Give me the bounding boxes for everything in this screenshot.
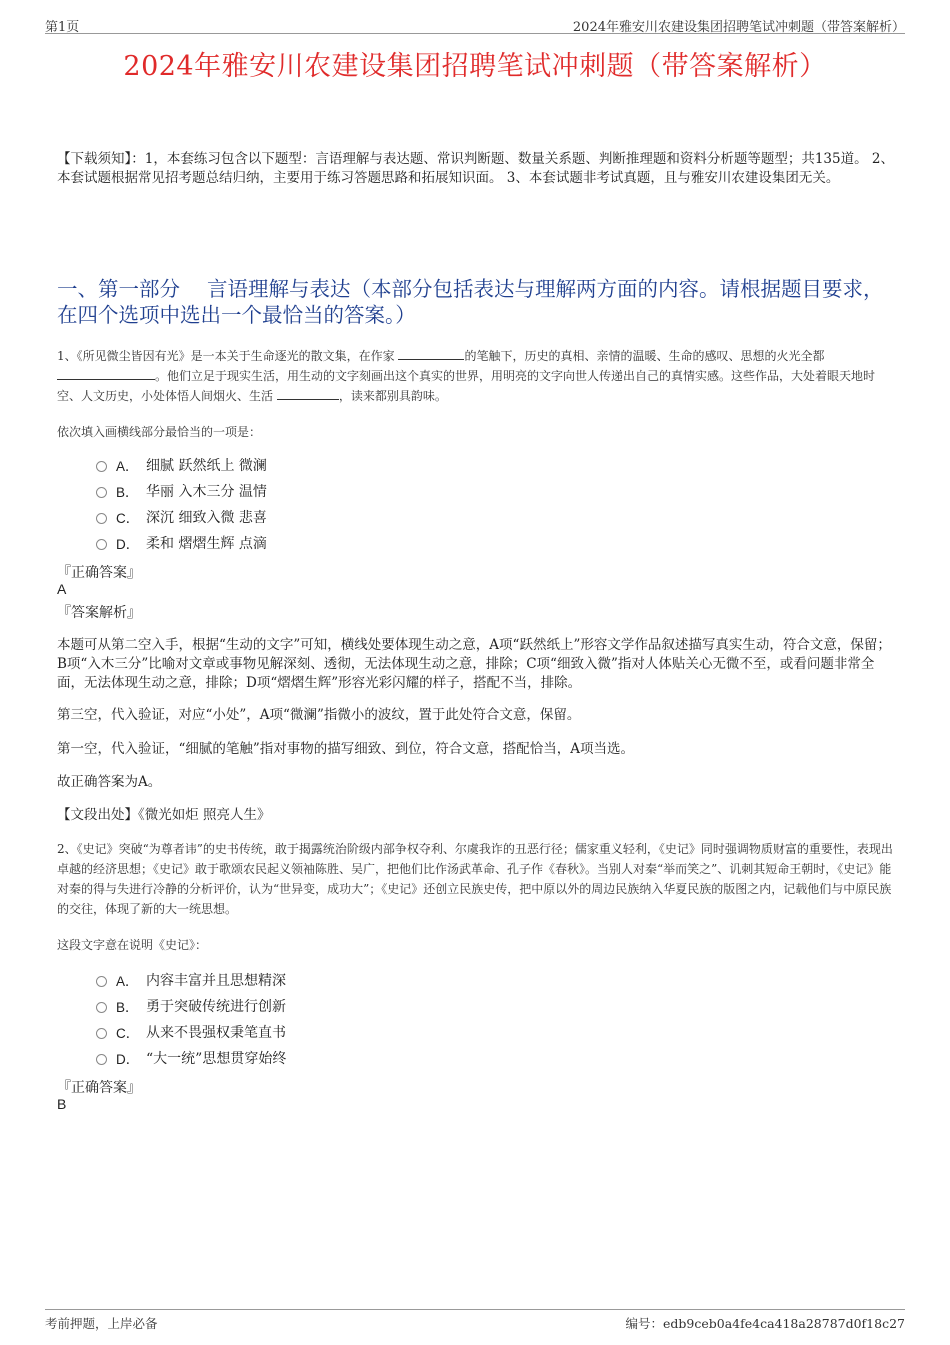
question-2-prompt: 这段文字意在说明《史记》： bbox=[57, 938, 208, 952]
question-2-text: 2、《史记》突破“为尊者讳”的史书传统，敢于揭露统治阶级内部争权夺利、尔虞我诈的丑恶行径；儒家重义轻利，《史记》同时强调物质财富的重要性，表现出卓越的经济思想；《史记》敢于歌颂农民起义领袖陈胜、吴广，把他们比作汤武革命、孔子作《春秋》。当别人对秦“举而笑之”、讥刺其短命王朝时，《史记》能对秦的得与失进行冷静的分析评价，认为“世异变，成功大”；《史记》还创立民族史传，把中原以外的周边民族纳入华夏民族的版图之内，记载他们与中原民族的交往，体现了新的大一统思想。 bbox=[57, 842, 893, 916]
radio-icon[interactable] bbox=[96, 1002, 107, 1013]
option-d[interactable]: D． 柔和 熠熠生辉 点滴 bbox=[96, 530, 267, 556]
option-d[interactable]: D． “大一统”思想贯穿始终 bbox=[96, 1045, 286, 1071]
answer-value: A bbox=[57, 581, 67, 597]
answer-label: 『正确答案』 bbox=[57, 1080, 141, 1096]
option-c[interactable]: C． 从来不畏强权秉笔直书 bbox=[96, 1019, 286, 1045]
option-b[interactable]: B． 勇于突破传统进行创新 bbox=[96, 993, 286, 1019]
analysis-paragraph: 第三空，代入验证，对应“小处”，A项“微澜”指微小的波纹，置于此处符合文意，保留。 bbox=[57, 707, 581, 723]
source-citation: 【文段出处】《微光如炬 照亮人生》 bbox=[57, 807, 271, 823]
blank-1 bbox=[398, 348, 464, 360]
question-1-options bbox=[96, 452, 267, 556]
analysis-label: 『答案解析』 bbox=[57, 605, 141, 621]
question-2-options bbox=[96, 967, 286, 1071]
answer-label: 『正确答案』 bbox=[57, 565, 141, 581]
option-a[interactable]: A． 细腻 跃然纸上 微澜 bbox=[96, 452, 267, 478]
option-b[interactable]: B． 华丽 入木三分 温情 bbox=[96, 478, 267, 504]
option-a[interactable]: A． 内容丰富并且思想精深 bbox=[96, 967, 286, 993]
page-number: 第1页 bbox=[45, 20, 80, 35]
analysis-paragraph: 本题可从第二空入手，根据“生动的文字”可知，横线处要体现生动之意，A项“跃然纸上”形容文学作品叙述描写真实生动，符合文意，保留；B项“入木三分”比喻对文章或事物见解深刻、透彻，无法体现生动之意，排除；C项“细致入微”指对人体贴关心无微不至，或看问题非常全面，无法体现生动之意，排除；D项“熠熠生辉”形容光彩闪耀的样子，搭配不当，排除。 bbox=[57, 637, 891, 691]
footer-slogan: 考前押题，上岸必备 bbox=[45, 1316, 158, 1331]
analysis-paragraph: 第一空，代入验证，“细腻的笔触”指对事物的描写细致、到位，符合文意，搭配恰当，A项当选。 bbox=[57, 741, 635, 757]
radio-icon[interactable] bbox=[96, 1028, 107, 1039]
download-notice: 【下载须知】：1，本套练习包含以下题型：言语理解与表达题、常识判断题、数量关系题、判断推理题和资料分析题等题型；共135道。 2、本套试题根据常见招考题总结归纳，主要用于练习答题思路和拓展知识面。 3、本套试题非考试真题，且与雅安川农建设集团无关。 bbox=[57, 151, 894, 186]
analysis-conclusion: 故正确答案为A。 bbox=[57, 774, 162, 790]
document-title: 2024年雅安川农建设集团招聘笔试冲刺题（带答案解析） bbox=[123, 51, 827, 82]
option-c[interactable]: C． 深沉 细致入微 悲喜 bbox=[96, 504, 267, 530]
question-1-prompt: 依次填入画横线部分最恰当的一项是： bbox=[57, 425, 262, 439]
answer-value: B bbox=[57, 1096, 67, 1112]
page-footer bbox=[45, 1309, 905, 1331]
radio-icon[interactable] bbox=[96, 539, 107, 550]
header-doc-title: 2024年雅安川农建设集团招聘笔试冲刺题（带答案解析） bbox=[572, 20, 905, 35]
question-1-text: 1、《所见微尘皆因有光》是一本关于生命逐光的散文集，在作家 的笔触下，历史的真相、亲情的温暖、生命的感叹、思想的火光全都 。他们立足于现实生活，用生动的文字刻画出这个真实的世界，用明亮的文字向世人传递出自己的真情实感。这些作品，大处着眼天地时空、人文历史，小处体悟人间烟火、生活 ，读来都别具韵味。 bbox=[57, 349, 876, 403]
radio-icon[interactable] bbox=[96, 976, 107, 987]
section-title: 一、第一部分 言语理解与表达（本部分包括表达与理解两方面的内容。请根据题目要求，在四个选项中选出一个最恰当的答案。） bbox=[57, 277, 884, 327]
page-header bbox=[45, 14, 905, 34]
blank-3 bbox=[277, 388, 339, 400]
radio-icon[interactable] bbox=[96, 1054, 107, 1065]
blank-2 bbox=[57, 368, 155, 380]
radio-icon[interactable] bbox=[96, 513, 107, 524]
radio-icon[interactable] bbox=[96, 461, 107, 472]
footer-serial: 编号：edb9ceb0a4fe4ca418a28787d0f18c27 bbox=[625, 1316, 905, 1331]
radio-icon[interactable] bbox=[96, 487, 107, 498]
